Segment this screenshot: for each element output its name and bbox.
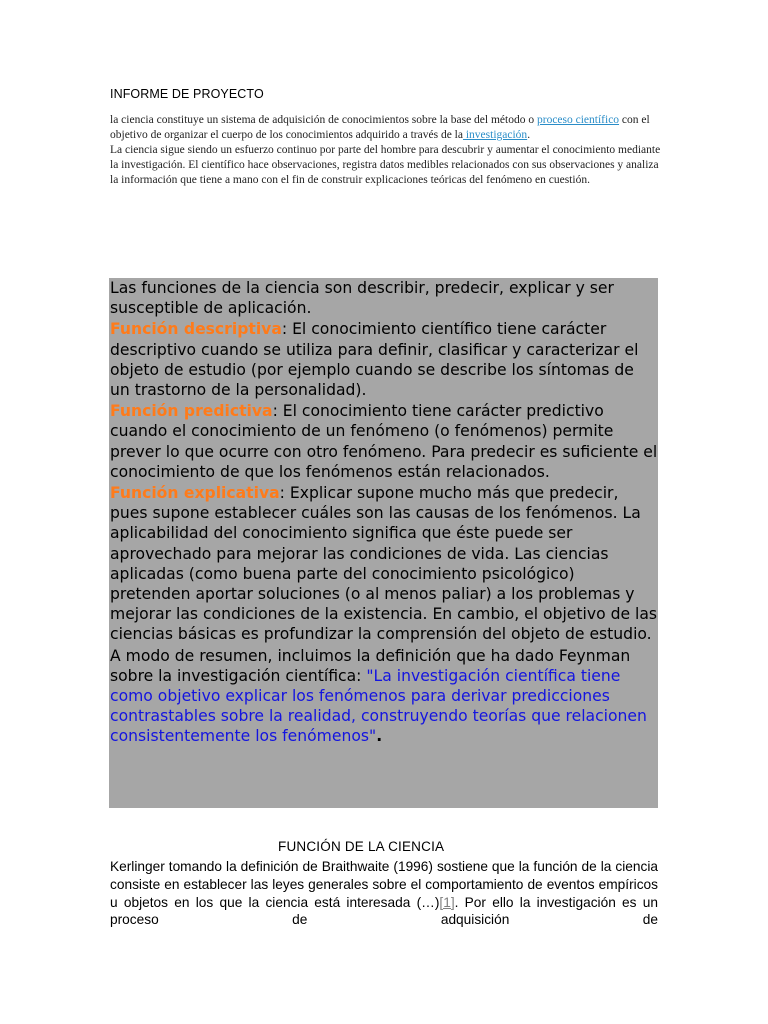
link-investigacion[interactable]: investigación [462, 128, 528, 141]
intro-paragraph-2: La ciencia sigue siendo un esfuerzo continuo por parte del hombre para descubrir y aumentar el conocimiento mediante la investigación. El científico hace observaciones, registra datos medibles relacionados con sus observaciones y analiza la información que tiene a mano con el fin de construir explicaciones teóricas del fenómeno en cuestión. [110, 143, 661, 186]
explicative-function-paragraph [110, 483, 658, 645]
summary-end: . [376, 727, 383, 746]
intro-text-3: . [527, 128, 531, 141]
explicative-function-text: : Explicar supone mucho más que predecir, pues supone establecer cuáles son las causas de los fenómenos. La aplicabilidad del conocimiento significa que éste puede ser aprovechado para mejorar las condiciones de vida. Las ciencias aplicadas (como buena parte del conocimiento psicológico) pretenden aportar soluciones (o al menos paliar) a los problemas y mejorar las condiciones de la existencia. En cambio, el objetivo de las ciencias básicas es profundizar la comprensión del objeto de estudio. [110, 484, 658, 644]
intro-paragraph-1 [110, 113, 662, 143]
descriptive-function-label: Función descriptiva [110, 320, 282, 339]
link-proceso-cientifico[interactable]: proceso científico [536, 114, 620, 126]
section-text-2: . Por ello la investigación es un proceso de adquisición de [110, 894, 658, 928]
intro-text-1: la ciencia constituye un sistema de adquisición de conocimientos sobre la base del método o [110, 114, 537, 126]
functions-box [109, 278, 658, 808]
predictive-function-paragraph [110, 401, 658, 482]
explicative-function-label: Función explicativa [110, 484, 280, 503]
feynman-quote: "La investigación científica tiene como objetivo explicar los fenómenos para derivar predicciones contrastables sobre la realidad, construyendo teorías que relacionen consistentemente los fenómenos" [110, 666, 647, 746]
predictive-function-text: : El conocimiento tiene carácter predictivo cuando el conocimiento de un fenómeno (o fenómenos) permite prever lo que ocurre con otro fenómeno. Para predecir es suficiente el conocimiento de que los fenómenos están relacionados. [110, 402, 658, 481]
page-title: INFORME DE PROYECTO [110, 87, 264, 101]
section-paragraph [110, 858, 658, 929]
section-title: FUNCIÓN DE LA CIENCIA [278, 839, 445, 854]
footnote-link[interactable]: [1] [439, 894, 455, 910]
intro-text-2: con el objetivo de organizar el cuerpo de los conocimientos adquirido a través de la [110, 114, 650, 141]
section-text-1: Kerlinger tomando la definición de Braithwaite (1996) sostiene que la función de la ciencia consiste en establecer las leyes generales sobre el comportamiento de eventos empíricos u objetos en los que la ciencia está interesada (…) [110, 859, 658, 910]
intro-section [110, 113, 662, 188]
descriptive-function-text: : El conocimiento científico tiene carácter descriptivo cuando se utiliza para definir, clasificar y caracterizar el objeto de estudio (por ejemplo cuando se describe los síntomas de un trastorno de la personalidad). [110, 320, 639, 400]
summary-text: A modo de resumen, incluimos la definición que ha dado Feynman sobre la investigación científica: [110, 646, 631, 685]
descriptive-function-paragraph [110, 319, 658, 400]
functions-lead: Las funciones de la ciencia son describir, predecir, explicar y ser susceptible de aplicación. [110, 279, 614, 318]
predictive-function-label: Función predictiva [110, 402, 273, 421]
summary-paragraph [110, 646, 658, 747]
